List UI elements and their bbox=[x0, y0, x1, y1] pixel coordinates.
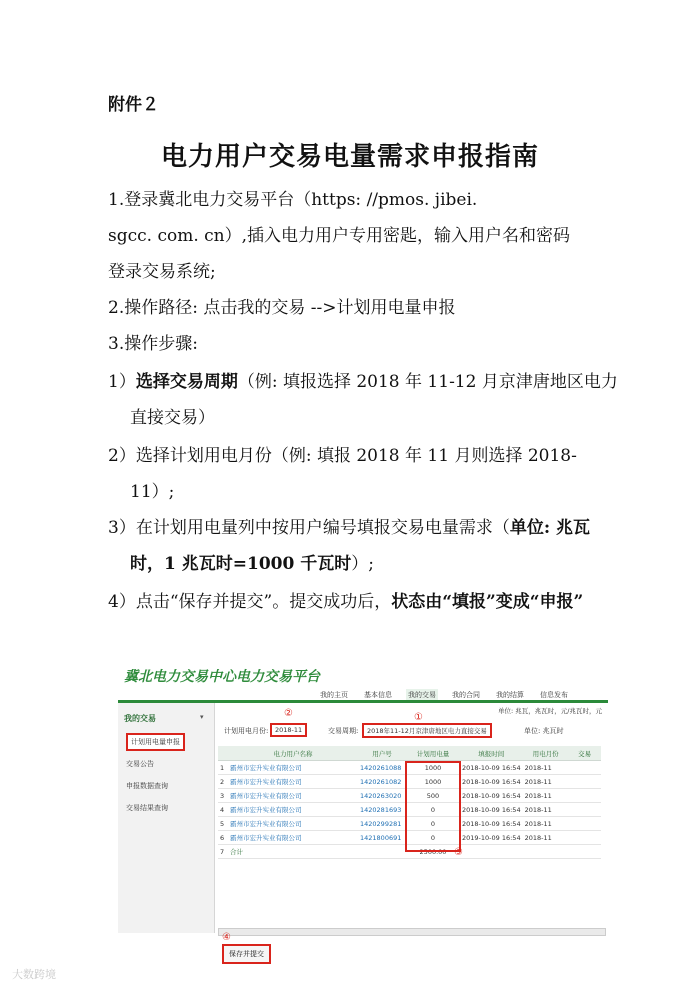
row-plan-qty[interactable]: 0 bbox=[406, 803, 460, 817]
nav-home[interactable]: 我的主页 bbox=[320, 691, 348, 699]
item-4-bold: 状态由“填报”变成“申报” bbox=[391, 592, 584, 612]
total-blank bbox=[358, 845, 406, 859]
total-blank bbox=[460, 845, 523, 859]
row-trade bbox=[569, 817, 601, 831]
row-user-id: 1420261082 bbox=[358, 775, 406, 789]
step-1-line1: 1.登录冀北电力交易平台（https: //pmos. jibei. bbox=[108, 190, 478, 210]
row-trade bbox=[569, 775, 601, 789]
row-plan-qty[interactable]: 0 bbox=[406, 817, 460, 831]
item-2: 2）选择计划用电月份（例: 填报 2018 年 11 月则选择 2018-11）; bbox=[108, 446, 577, 502]
marker-4: ④ bbox=[222, 932, 231, 943]
item-1-rest: （例: 填报选择 2018 年 11-12 月京津唐地区电力直接交易） bbox=[130, 372, 618, 428]
item-3-end: ）; bbox=[351, 554, 374, 574]
total-label: 合计 bbox=[228, 845, 358, 859]
item-4-prefix: 4）点击“保存并提交”。提交成功后， bbox=[108, 592, 392, 612]
nav-basic-info[interactable]: 基本信息 bbox=[364, 691, 392, 699]
row-fill-time: 2018-10-09 16:54 bbox=[460, 775, 523, 789]
marker-3: ③ bbox=[454, 847, 463, 858]
sidebar-item-trade-notice[interactable]: 交易公告 bbox=[126, 760, 154, 768]
watermark: 大数跨境 bbox=[12, 968, 56, 981]
row-month: 2018-11 bbox=[523, 831, 569, 845]
nav-my-trade[interactable]: 我的交易 bbox=[406, 689, 438, 703]
row-month: 2018-11 bbox=[523, 817, 569, 831]
col-month: 用电月份 bbox=[523, 746, 569, 761]
col-trade: 交易 bbox=[569, 746, 601, 761]
attachment-label: 附件２ bbox=[108, 95, 159, 115]
step-1 bbox=[108, 182, 598, 290]
col-time: 填报时间 bbox=[460, 746, 523, 761]
col-name: 电力用户名称 bbox=[228, 746, 358, 761]
horizontal-scrollbar[interactable] bbox=[218, 928, 606, 936]
item-3-bold: 单位: 兆瓦时，1 兆瓦时=1000 千瓦时 bbox=[130, 518, 591, 574]
row-user-name: 霸州市宏升实业有限公司 bbox=[228, 761, 358, 775]
row-user-name: 霸州市宏升实业有限公司 bbox=[228, 775, 358, 789]
platform-screenshot bbox=[118, 660, 608, 960]
row-month: 2018-11 bbox=[523, 775, 569, 789]
platform-logo: 冀北电力交易中心电力交易平台 bbox=[124, 669, 320, 685]
row-index: 4 bbox=[218, 803, 228, 817]
row-user-name: 霸州市宏升实业有限公司 bbox=[228, 803, 358, 817]
qty-highlight-box bbox=[405, 761, 461, 852]
table-header-row bbox=[218, 746, 601, 761]
row-trade bbox=[569, 803, 601, 817]
period-select[interactable]: 2018年11-12月京津唐地区电力直接交易 bbox=[362, 723, 492, 738]
month-input[interactable]: 2018-11 bbox=[270, 723, 307, 737]
row-user-id: 1420299281 bbox=[358, 817, 406, 831]
row-user-name: 霸州市宏升实业有限公司 bbox=[228, 817, 358, 831]
col-index bbox=[218, 746, 228, 761]
row-trade bbox=[569, 761, 601, 775]
step-3: 3.操作步骤: bbox=[108, 334, 198, 354]
item-3-text: 3）在计划用电量列中按用户编号填报交易电量需求（ bbox=[108, 518, 510, 538]
unit-label: 单位: 兆瓦时 bbox=[524, 727, 564, 735]
row-fill-time: 2018-10-09 16:54 bbox=[460, 789, 523, 803]
row-fill-time: 2019-10-09 16:54 bbox=[460, 831, 523, 845]
month-label: 计划用电月份: bbox=[224, 727, 269, 735]
row-index: 6 bbox=[218, 831, 228, 845]
row-index: 5 bbox=[218, 817, 228, 831]
col-id: 用户号 bbox=[358, 746, 406, 761]
total-blank bbox=[569, 845, 601, 859]
save-submit-button[interactable]: 保存并提交 bbox=[222, 944, 271, 964]
row-index: 3 bbox=[218, 789, 228, 803]
step-2: 2.操作路径: 点击我的交易 -->计划用电量申报 bbox=[108, 298, 456, 318]
col-qty: 计划用电量 bbox=[406, 746, 460, 761]
sidebar-item-plan-declare[interactable]: 计划用电量申报 bbox=[126, 733, 185, 751]
row-user-id: 1420281693 bbox=[358, 803, 406, 817]
row-user-id: 1421800691 bbox=[358, 831, 406, 845]
total-blank bbox=[523, 845, 569, 859]
step-1-line2: sgcc. com. cn）,插入电力用户专用密匙，输入用户名和密码 bbox=[108, 226, 571, 246]
row-trade bbox=[569, 831, 601, 845]
nav-my-settlement[interactable]: 我的结算 bbox=[496, 691, 524, 699]
row-month: 2018-11 bbox=[523, 803, 569, 817]
row-user-name: 霸州市宏升实业有限公司 bbox=[228, 789, 358, 803]
nav-info-publish[interactable]: 信息发布 bbox=[540, 691, 568, 699]
sidebar bbox=[118, 703, 215, 933]
sidebar-title: 我的交易 bbox=[124, 714, 156, 723]
row-month: 2018-11 bbox=[523, 761, 569, 775]
sidebar-item-result-query[interactable]: 交易结果查询 bbox=[126, 804, 168, 812]
step-1-line3: 登录交易系统; bbox=[108, 262, 216, 282]
nav-my-contract[interactable]: 我的合同 bbox=[452, 691, 480, 699]
item-1 bbox=[108, 364, 620, 436]
item-1-bold: 选择交易周期 bbox=[135, 372, 238, 392]
row-plan-qty[interactable]: 1000 bbox=[406, 775, 460, 789]
row-month: 2018-11 bbox=[523, 789, 569, 803]
row-index: 1 bbox=[218, 761, 228, 775]
item-3 bbox=[108, 510, 620, 582]
sidebar-item-declare-query[interactable]: 申报数据查询 bbox=[126, 782, 168, 790]
row-user-name: 霸州市宏升实业有限公司 bbox=[228, 831, 358, 845]
marker-2: ② bbox=[284, 708, 293, 719]
total-qty: 2500.00 bbox=[406, 845, 460, 859]
platform-header bbox=[118, 660, 608, 700]
row-index: 2 bbox=[218, 775, 228, 789]
row-fill-time: 2018-10-09 16:54 bbox=[460, 803, 523, 817]
row-fill-time: 2018-10-09 16:54 bbox=[460, 817, 523, 831]
row-user-id: 1420261088 bbox=[358, 761, 406, 775]
total-index: 7 bbox=[218, 845, 228, 859]
unit-text: 单位: 兆瓦，兆瓦时，元/兆瓦时，元 bbox=[498, 707, 602, 715]
marker-1: ① bbox=[414, 712, 423, 723]
page-title: 电力用户交易电量需求申报指南 bbox=[160, 142, 539, 172]
chevron-down-icon[interactable]: ▾ bbox=[200, 713, 204, 721]
item-1-prefix: 1） bbox=[108, 372, 136, 392]
row-trade bbox=[569, 789, 601, 803]
item-4 bbox=[108, 584, 620, 620]
row-user-id: 1420263020 bbox=[358, 789, 406, 803]
row-plan-qty[interactable]: 500 bbox=[406, 789, 460, 803]
row-plan-qty[interactable]: 0 bbox=[406, 831, 460, 845]
row-fill-time: 2018-10-09 16:54 bbox=[460, 761, 523, 775]
period-label: 交易周期: bbox=[328, 727, 359, 735]
row-plan-qty[interactable]: 1000 bbox=[406, 761, 460, 775]
